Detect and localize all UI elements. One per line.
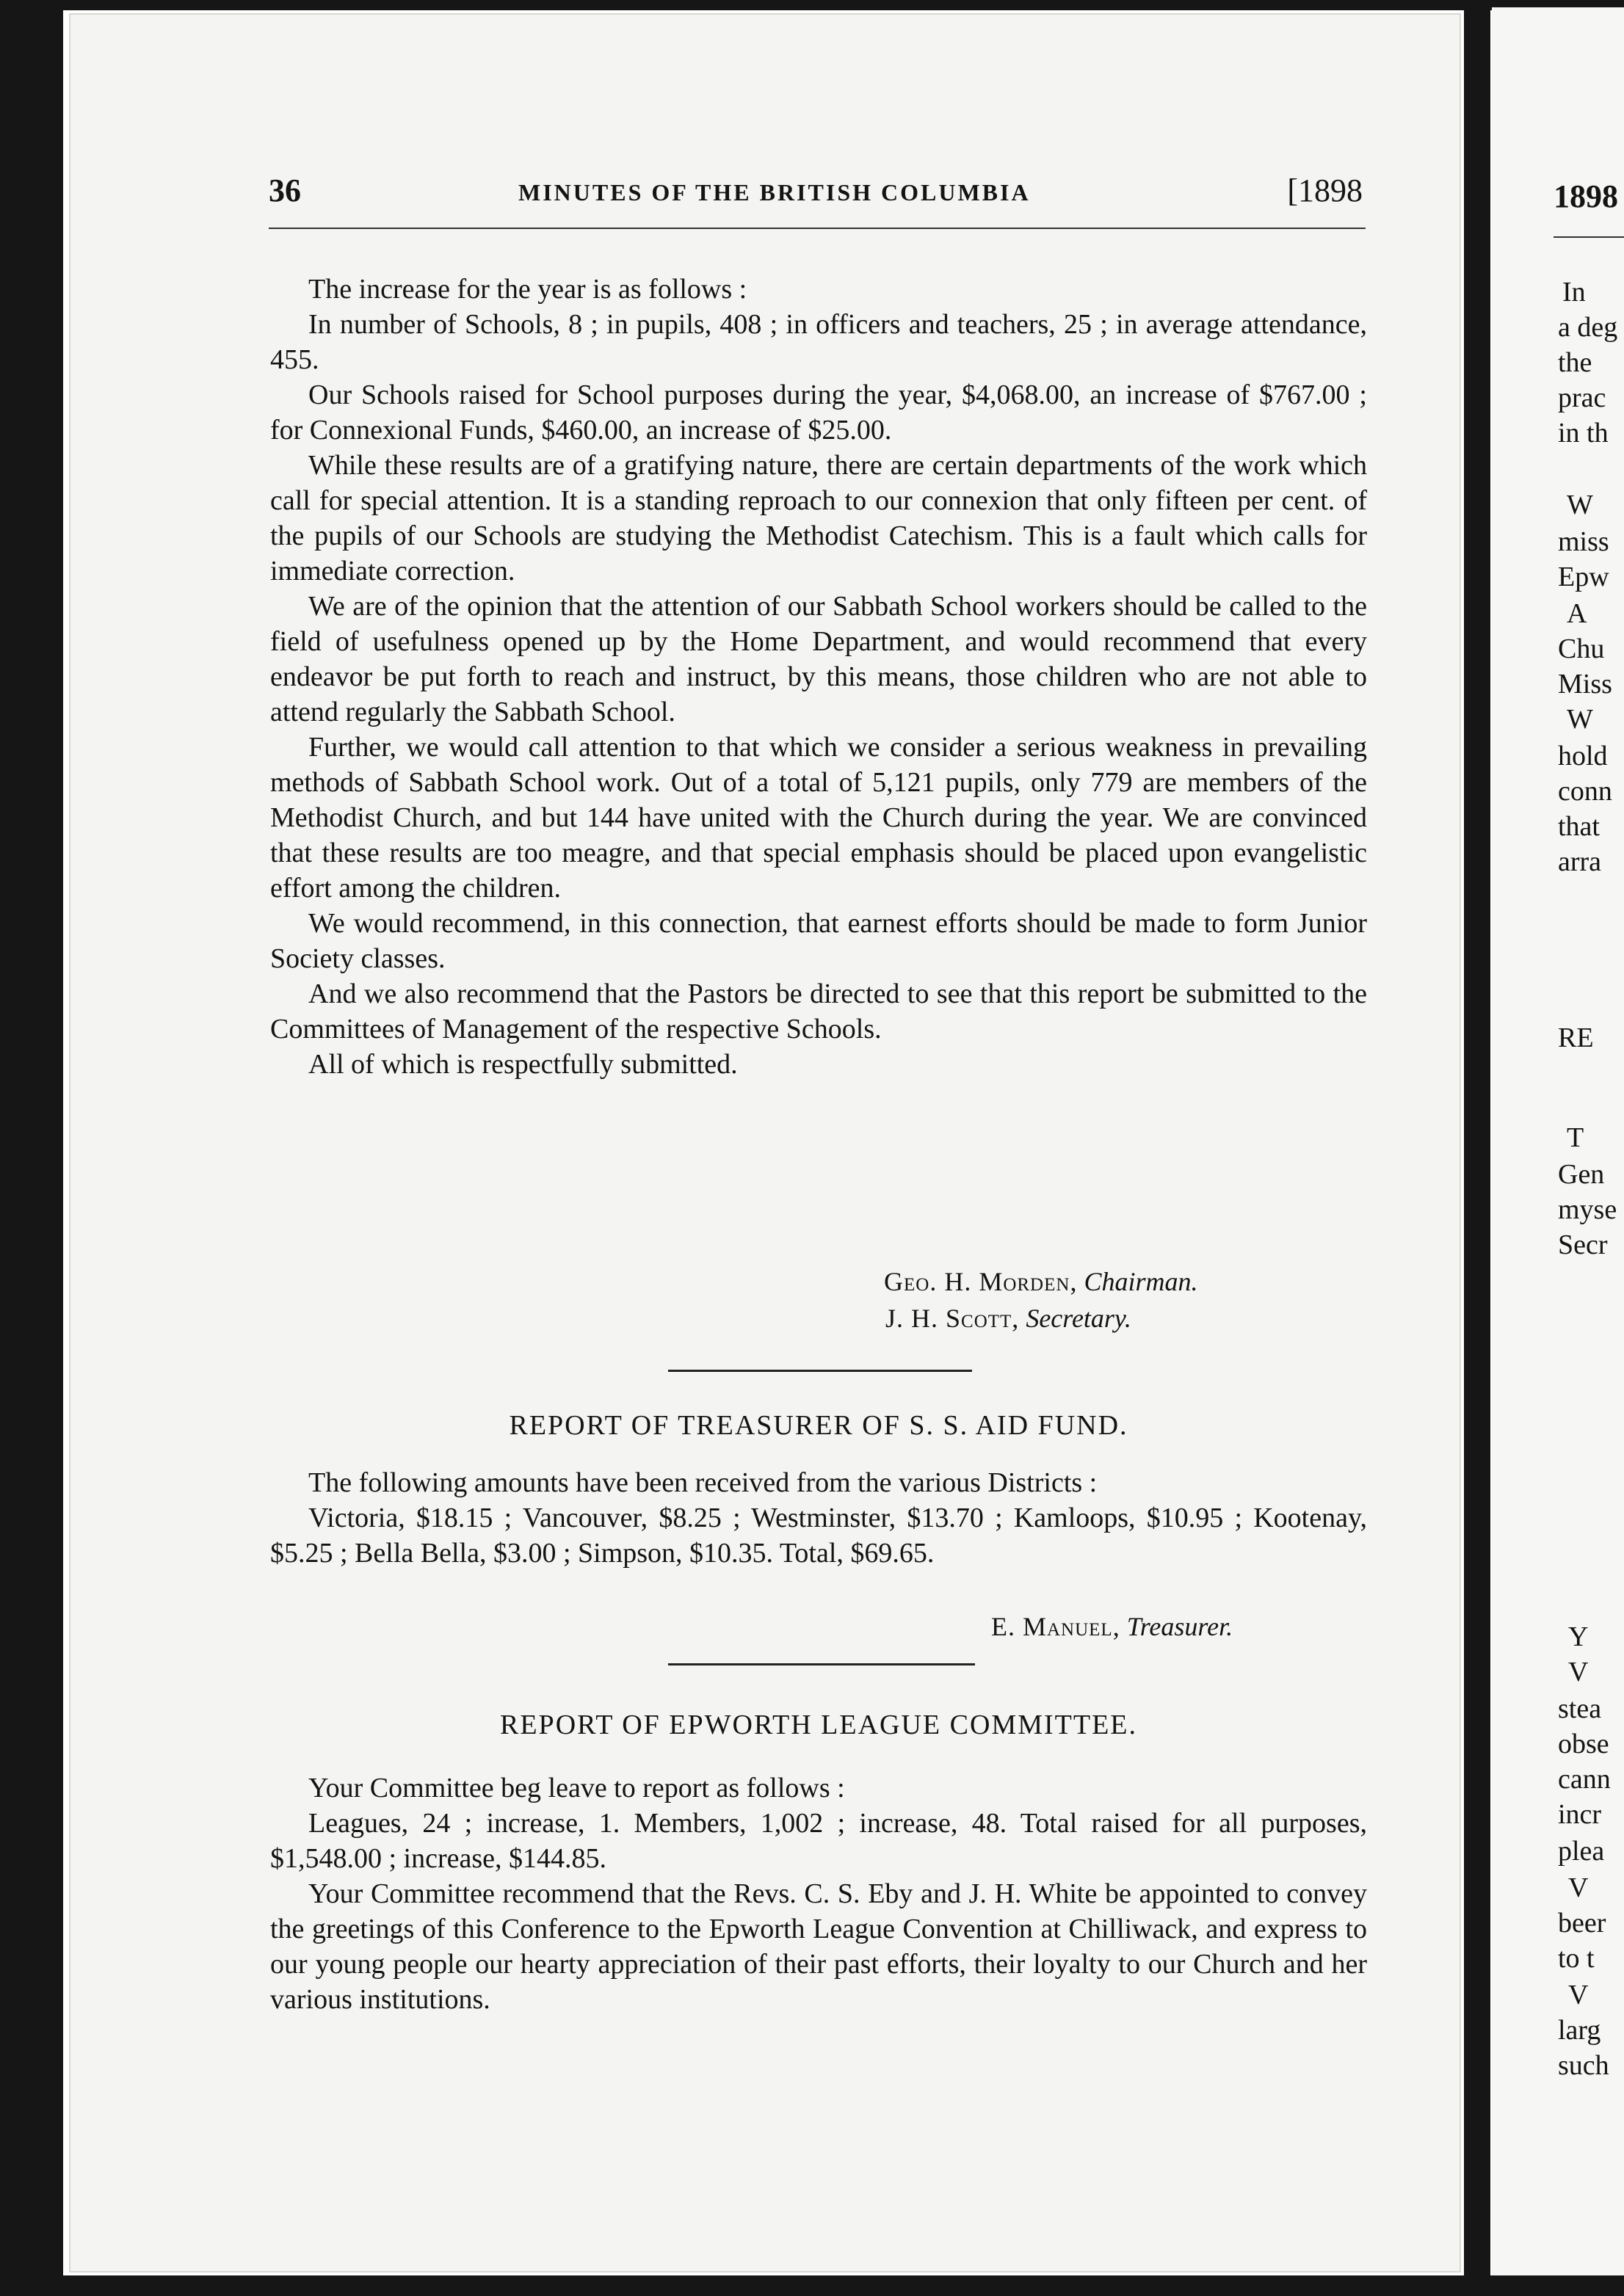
line-fragment: incr xyxy=(1558,1799,1602,1830)
line-fragment: the xyxy=(1558,347,1592,378)
signatory-name: J. H. Scott, xyxy=(885,1304,1020,1333)
ss-report-body xyxy=(270,272,1367,1082)
section-divider xyxy=(668,1663,975,1665)
line-fragment: V xyxy=(1568,1657,1589,1688)
line-fragment: Chu xyxy=(1558,633,1605,664)
scanner-border-bottom xyxy=(0,2275,1624,2296)
running-title: MINUTES OF THE BRITISH COLUMBIA xyxy=(518,179,1031,206)
line-fragment: to t xyxy=(1558,1943,1595,1974)
line-fragment: V xyxy=(1568,1980,1589,2010)
header-rule xyxy=(269,228,1366,229)
line-fragment: RE xyxy=(1558,1022,1594,1053)
line-fragment: plea xyxy=(1558,1836,1605,1867)
line-fragment: Secr xyxy=(1558,1229,1608,1260)
line-fragment: Epw xyxy=(1558,562,1609,592)
line-fragment: in th xyxy=(1558,418,1609,448)
line-fragment: cann xyxy=(1558,1764,1611,1795)
secretary-signature xyxy=(885,1301,1131,1336)
right-page-year: 1898 xyxy=(1554,178,1618,214)
line-fragment: Miss xyxy=(1558,669,1612,700)
running-header xyxy=(269,172,1366,219)
page-number: 36 xyxy=(269,172,301,208)
treasurer-report-body xyxy=(270,1465,1367,1571)
line-fragment: arra xyxy=(1558,846,1602,877)
book-gutter xyxy=(1464,0,1490,2296)
right-page-text xyxy=(1492,7,1624,2275)
line-fragment: obse xyxy=(1558,1729,1609,1759)
chairman-signature xyxy=(884,1264,1197,1299)
paragraph: We would recommend, in this connection, that earnest efforts should be made to form Junior Society classes. xyxy=(270,908,1367,974)
paragraph: While these results are of a gratifying nature, there are certain departments of the work which call for special attention. It is a standing reproach to our connexion that only fifteen per cent. of the pupils of our Schools are studying the Methodist Catechism. This is a fault which calls for immediate correction. xyxy=(270,450,1367,586)
scanner-border-left xyxy=(0,0,63,2296)
paragraph: Leagues, 24 ; increase, 1. Members, 1,002 ; increase, 48. Total raised for all purposes, $1,548.00 ; increase, $144.85. xyxy=(270,1808,1367,1874)
signatory-title: Secretary. xyxy=(1026,1304,1131,1333)
paragraph: Further, we would call attention to that which we consider a serious weakness in prevailing methods of Sabbath School work. Out of a total of 5,121 pupils, only 779 are members of the Methodist Church, and but 144 have united with the Church during the year. We are convinced that these results are too meagre, and that special emphasis should be placed upon evangelistic effort among the children. xyxy=(270,732,1367,904)
paragraph: The following amounts have been received from the various Districts : xyxy=(308,1467,1098,1498)
treasurer-signature xyxy=(991,1609,1233,1644)
line-fragment: conn xyxy=(1558,776,1612,807)
line-fragment: miss xyxy=(1558,526,1609,557)
paragraph: Your Committee recommend that the Revs. C. S. Eby and J. H. White be appointed to convey the greetings of this Conference to the Epworth League Convention at Chilliwack, and express to our young people our hearty appreciation of their past efforts, their loyalty to our Church and her various institutions. xyxy=(270,1878,1367,2015)
line-fragment: beer xyxy=(1558,1908,1606,1939)
right-page-header-rule xyxy=(1554,236,1624,238)
running-year: [1898 xyxy=(1287,172,1363,208)
epworth-report-body xyxy=(270,1770,1367,2017)
paragraph: Our Schools raised for School purposes during the year, $4,068.00, an increase of $767.00 ; for Connexional Funds, $460.00, an increase of $25.00. xyxy=(270,379,1367,446)
paragraph: In number of Schools, 8 ; in pupils, 408 ; in officers and teachers, 25 ; in average attendance, 455. xyxy=(270,309,1367,375)
line-fragment: a deg xyxy=(1558,312,1618,343)
paragraph: Your Committee beg leave to report as follows : xyxy=(308,1773,845,1803)
paragraph: We are of the opinion that the attention of our Sabbath School workers should be called to the field of usefulness opened up by the Home Department, and would recommend that every endeavor be put forth to reach and instruct, by this means, those children who are not able to attend regularly the Sabbath School. xyxy=(270,591,1367,727)
signatory-name: Geo. H. Morden, xyxy=(884,1267,1078,1296)
line-fragment: myse xyxy=(1558,1194,1617,1225)
line-fragment: stea xyxy=(1558,1693,1602,1724)
line-fragment: such xyxy=(1558,2050,1609,2081)
line-fragment: Y xyxy=(1568,1621,1589,1652)
treasurer-report-heading: REPORT OF TREASURER OF S. S. AID FUND. xyxy=(509,1410,1128,1441)
line-fragment: W xyxy=(1567,704,1593,735)
line-fragment: larg xyxy=(1558,2015,1601,2046)
line-fragment: V xyxy=(1568,1872,1589,1903)
line-fragment: that xyxy=(1558,811,1600,842)
paragraph: Victoria, $18.15 ; Vancouver, $8.25 ; Westminster, $13.70 ; Kamloops, $10.95 ; Kootenay, $5.25 ; Bella Bella, $3.00 ; Simpson, $10.35. Total, $69.65. xyxy=(270,1503,1367,1569)
paragraph: And we also recommend that the Pastors be directed to see that this report be submitted to the Committees of Management of the respective Schools. xyxy=(270,978,1367,1045)
line-fragment: A xyxy=(1567,598,1587,629)
line-fragment: prac xyxy=(1558,382,1606,413)
paragraph: The increase for the year is as follows : xyxy=(308,274,747,305)
scanner-border-top xyxy=(0,0,1624,10)
line-fragment: Gen xyxy=(1558,1159,1605,1190)
line-fragment: T xyxy=(1567,1122,1584,1153)
section-divider xyxy=(668,1370,972,1372)
signatory-title: Treasurer. xyxy=(1126,1612,1233,1641)
signatory-title: Chairman. xyxy=(1084,1267,1198,1296)
line-fragment: hold xyxy=(1558,741,1608,771)
line-fragment: In xyxy=(1562,277,1586,308)
signatory-name: E. Manuel, xyxy=(991,1612,1120,1641)
epworth-report-heading: REPORT OF EPWORTH LEAGUE COMMITTEE. xyxy=(500,1710,1137,1740)
line-fragment: W xyxy=(1567,490,1593,520)
paragraph: All of which is respectfully submitted. xyxy=(308,1049,738,1080)
